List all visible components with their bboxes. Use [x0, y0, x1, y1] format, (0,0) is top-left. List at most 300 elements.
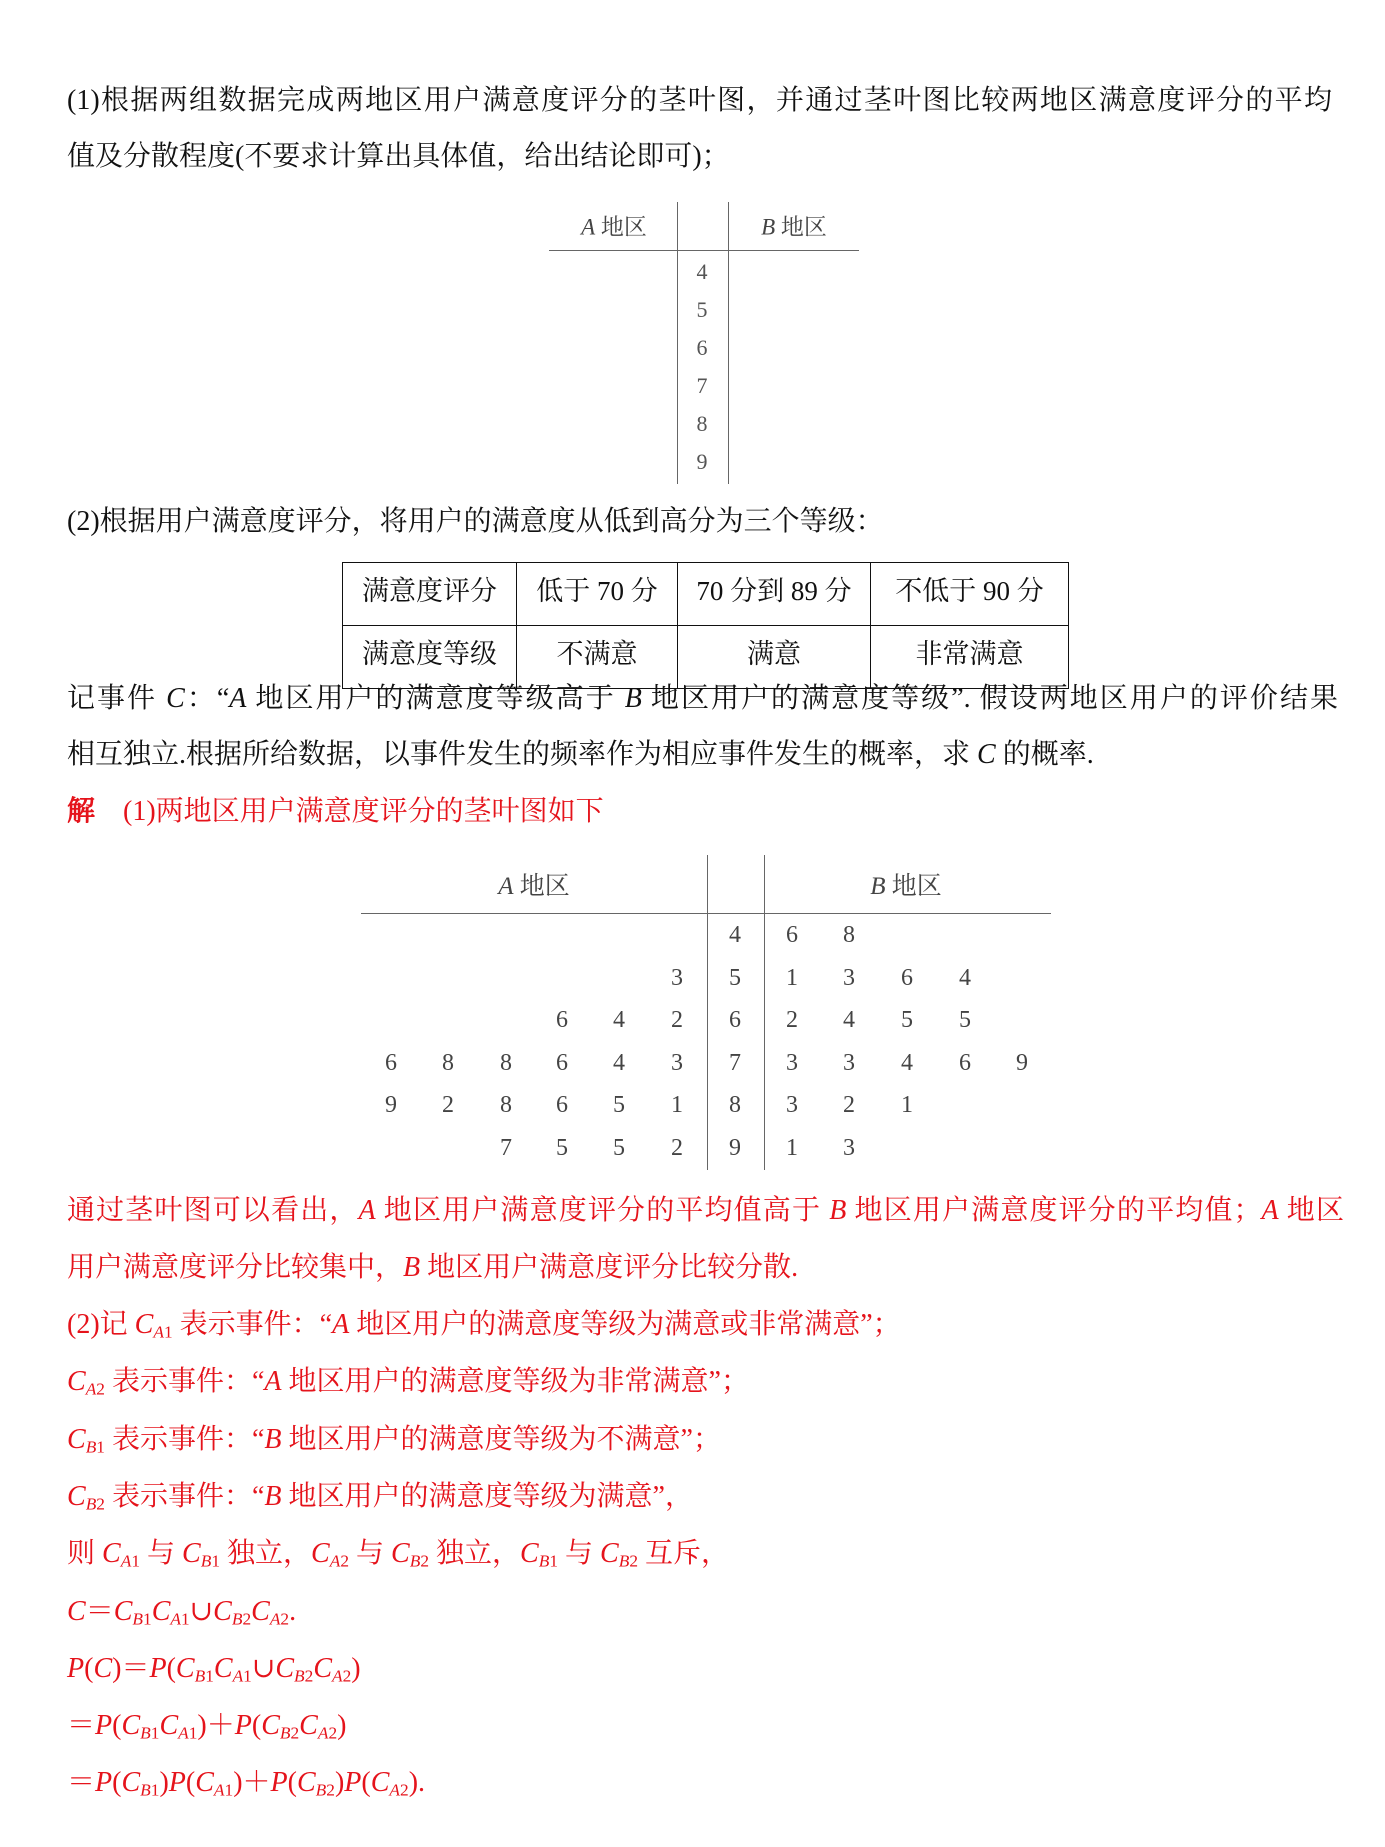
text-run: )＝ — [112, 1652, 150, 1684]
stem-value: 6 — [729, 1007, 741, 1034]
math-term — [95, 1710, 112, 1741]
math-variable: B — [624, 683, 642, 714]
subscript-letter: A — [232, 1666, 244, 1686]
subscript-digit: 2 — [342, 1666, 352, 1686]
text-run: 地区用户的满意度等级为满意”， — [281, 1480, 693, 1512]
leaf-b-value: 1 — [901, 1092, 913, 1119]
math-term — [1262, 1195, 1279, 1226]
text-run: ∪ — [189, 1595, 214, 1627]
header-a-region — [581, 209, 647, 242]
text-run: ) — [337, 1710, 347, 1742]
text-run: ( — [84, 1652, 94, 1684]
text-run: 独立， — [429, 1538, 521, 1570]
math-variable: C — [313, 1652, 332, 1684]
math-term — [520, 1538, 558, 1569]
math-term — [102, 1538, 140, 1569]
math-subscript — [195, 1666, 214, 1685]
stem-value: 9 — [729, 1135, 741, 1161]
text-run: 互斥， — [638, 1538, 730, 1570]
question-part1-line-1 — [67, 84, 1332, 118]
stem-divider-right — [728, 202, 729, 484]
subscript-digit: 1 — [243, 1666, 252, 1686]
leaf-b-value: 3 — [786, 1092, 798, 1119]
math-variable: C — [261, 1710, 280, 1742]
math-variable: B — [264, 1480, 282, 1512]
math-subscript — [294, 1666, 313, 1685]
subscript-digit: 2 — [242, 1608, 252, 1628]
text-run: (2)根据用户满意度评分，将用户的满意度从低到高分为三个等级： — [67, 506, 884, 537]
math-variable: C — [67, 1595, 86, 1627]
subscript-digit: 2 — [290, 1723, 300, 1743]
subscript-letter: A — [329, 1551, 341, 1571]
math-variable: P — [149, 1652, 167, 1684]
math-term — [121, 1767, 159, 1798]
subscript-digit: 1 — [188, 1723, 198, 1743]
math-term — [313, 1653, 351, 1684]
math-term — [93, 1653, 112, 1684]
leaf-b-value: 2 — [843, 1092, 855, 1119]
math-term — [600, 1538, 638, 1569]
math-term — [829, 1195, 846, 1226]
subscript-digit: 1 — [150, 1723, 160, 1743]
math-variable: P — [95, 1710, 113, 1742]
stem-value: 8 — [729, 1092, 741, 1119]
solution-part2-line — [67, 1423, 721, 1464]
text-run: 地区用户的满意度等级为非常满意”； — [281, 1366, 749, 1398]
leaf-b-value: 4 — [901, 1049, 913, 1076]
leaf-b-value: 9 — [1016, 1049, 1028, 1076]
text-run: 与 — [558, 1538, 601, 1570]
text-run: ( — [112, 1710, 122, 1742]
math-term — [264, 1481, 281, 1512]
leaf-b-value: 1 — [786, 1135, 798, 1161]
conclusion-line-1 — [67, 1194, 1344, 1228]
subscript-letter: A — [85, 1379, 97, 1399]
text-run: 的概率. — [995, 739, 1094, 770]
text-run: ) — [159, 1767, 169, 1799]
stem-divider-left — [677, 202, 678, 484]
subscript-digit: 2 — [96, 1494, 105, 1514]
math-term — [332, 1309, 349, 1340]
math-term — [229, 683, 246, 714]
header-b-region — [870, 866, 942, 902]
math-variable: B — [403, 1252, 421, 1283]
leaf-a-value: 8 — [500, 1049, 512, 1076]
text-run: 记事件 — [67, 683, 167, 714]
leaf-a-value: 2 — [442, 1092, 454, 1119]
leaf-b-value: 4 — [959, 964, 971, 991]
math-subscript — [170, 1609, 189, 1628]
table-cell: 低于 70 分 — [517, 563, 678, 626]
text-run: )＋ — [233, 1767, 271, 1799]
subscript-letter: B — [140, 1780, 151, 1800]
math-term — [344, 1767, 361, 1798]
text-run: ＝ — [67, 1767, 96, 1799]
solution-part2-line — [67, 1308, 901, 1349]
math-variable: C — [102, 1538, 121, 1570]
subscript-digit: 2 — [304, 1666, 314, 1686]
leaf-a-value: 4 — [613, 1049, 625, 1076]
leaf-b-value: 3 — [843, 1049, 855, 1076]
math-variable: C — [182, 1538, 201, 1570]
math-term — [67, 1653, 84, 1684]
math-term — [195, 1767, 233, 1798]
text-run: ) — [351, 1652, 361, 1684]
leaf-b-value: 3 — [843, 964, 855, 991]
text-run: 与 — [140, 1538, 183, 1570]
table-cell: 非常满意 — [871, 626, 1069, 689]
text-run: 地区用户的满意度等级为满意或非常满意”； — [349, 1309, 901, 1340]
math-variable: P — [67, 1652, 85, 1684]
leaf-a-value: 8 — [500, 1092, 512, 1119]
text-run: 相互独立.根据所给数据，以事件发生的频率作为相应事件发生的概率，求 — [67, 739, 978, 770]
math-term — [275, 1653, 313, 1684]
stem-divider-left — [707, 855, 708, 1170]
math-variable: B — [870, 873, 886, 900]
math-subscript — [389, 1781, 408, 1800]
math-variable: C — [121, 1710, 141, 1742]
solution-header — [67, 795, 604, 829]
header-rule — [549, 250, 859, 251]
subscript-digit: 2 — [328, 1723, 338, 1743]
solution-part2-line — [67, 1537, 729, 1578]
leaf-a-value: 9 — [385, 1092, 397, 1119]
table-cell: 70 分到 89 分 — [678, 563, 871, 626]
text-run: 地区用户的满意度等级”. 假设两地区用户的评价结果 — [641, 683, 1338, 714]
subscript-digit: 1 — [180, 1608, 190, 1628]
leaf-a-value: 5 — [556, 1135, 568, 1161]
math-variable: C — [275, 1652, 295, 1684]
math-variable: P — [270, 1767, 288, 1799]
math-term — [251, 1596, 289, 1627]
math-term — [159, 1710, 197, 1741]
math-subscript — [233, 1666, 252, 1685]
math-subscript — [121, 1552, 140, 1571]
stem-value: 5 — [729, 964, 741, 991]
math-term — [67, 1596, 86, 1627]
math-variable: P — [344, 1767, 362, 1799]
subscript-digit: 2 — [280, 1608, 290, 1628]
subscript-letter: A — [269, 1608, 281, 1628]
math-variable: C — [299, 1710, 318, 1742]
leaf-b-value: 5 — [901, 1007, 913, 1034]
leaf-a-value: 2 — [671, 1135, 683, 1161]
math-subscript — [140, 1781, 159, 1800]
math-variable: C — [296, 1767, 316, 1799]
text-run: 地区 — [513, 873, 570, 900]
subscript-digit: 2 — [420, 1551, 429, 1571]
table-cell: 满意 — [678, 626, 871, 689]
subscript-digit: 1 — [96, 1436, 105, 1456]
math-subscript — [410, 1552, 429, 1571]
subscript-letter: B — [231, 1608, 243, 1628]
text-run: )＋ — [197, 1710, 235, 1742]
math-variable: C — [93, 1652, 113, 1684]
text-run: 通过茎叶图可以看出， — [67, 1195, 359, 1226]
text-run: ∪ — [251, 1652, 276, 1684]
subscript-letter: A — [332, 1666, 343, 1686]
leaf-a-value: 5 — [613, 1135, 625, 1161]
subscript-letter: B — [409, 1551, 421, 1571]
text-run: ＝ — [85, 1595, 114, 1627]
math-variable: A — [332, 1309, 350, 1340]
leaf-a-value: 3 — [671, 1049, 683, 1076]
leaf-a-value: 6 — [556, 1092, 568, 1119]
leaf-b-value: 3 — [843, 1135, 855, 1161]
event-definition-line-1 — [67, 682, 1338, 716]
text-run: ) — [334, 1767, 345, 1799]
question-part2-line — [67, 505, 884, 539]
math-term — [371, 1767, 409, 1798]
math-variable: A — [264, 1366, 282, 1398]
stem-value: 9 — [696, 449, 708, 474]
math-term — [121, 1710, 159, 1741]
math-variable: P — [95, 1767, 113, 1799]
math-term — [359, 1195, 376, 1226]
math-subscript — [214, 1781, 233, 1800]
math-term — [264, 1366, 281, 1397]
math-subscript — [270, 1609, 289, 1628]
subscript-digit: 1 — [549, 1551, 558, 1571]
text-run: ( — [361, 1767, 371, 1799]
math-term — [213, 1596, 251, 1627]
stem-value: 4 — [696, 259, 708, 284]
subscript-digit: 1 — [224, 1780, 234, 1800]
text-run: 值及分散程度(不要求计算出具体值，给出结论即可)； — [67, 141, 730, 172]
math-variable: C — [151, 1595, 171, 1627]
text-run: . — [289, 1595, 297, 1627]
math-variable: B — [264, 1423, 282, 1455]
math-subscript — [539, 1552, 558, 1571]
math-variable: C — [113, 1595, 133, 1627]
subscript-letter: A — [178, 1723, 189, 1743]
math-variable: A — [498, 873, 514, 900]
stem-value: 4 — [729, 922, 741, 948]
subscript-letter: A — [120, 1551, 132, 1571]
math-variable: C — [520, 1538, 539, 1570]
leaf-a-value: 2 — [671, 1007, 683, 1034]
math-variable: P — [234, 1710, 252, 1742]
math-subscript — [140, 1723, 159, 1742]
math-term — [67, 1366, 105, 1397]
math-term — [403, 1252, 420, 1283]
math-term — [67, 1481, 105, 1512]
math-variable: C — [159, 1710, 179, 1742]
leaf-a-value: 6 — [556, 1007, 568, 1034]
subscript-letter: B — [294, 1666, 305, 1686]
math-variable: C — [977, 739, 996, 770]
text-run: 表示事件：“ — [104, 1423, 265, 1455]
subscript-letter: B — [279, 1723, 291, 1743]
leaf-b-value: 2 — [786, 1007, 798, 1034]
subscript-digit: 1 — [205, 1666, 214, 1686]
leaf-a-value: 1 — [671, 1092, 683, 1119]
text-run: 地区用户的满意度等级为不满意”； — [281, 1423, 721, 1455]
text-run: ：“ — [184, 683, 230, 714]
subscript-digit: 1 — [163, 1322, 173, 1342]
solution-label: 解 — [67, 796, 96, 827]
math-subscript — [86, 1494, 105, 1513]
subscript-digit: 2 — [326, 1780, 335, 1800]
leaf-a-value: 4 — [613, 1007, 625, 1034]
math-term — [264, 1424, 281, 1455]
subscript-letter: B — [132, 1608, 143, 1628]
math-term — [214, 1653, 252, 1684]
text-run: 独立， — [220, 1538, 312, 1570]
text-run: 地区用户满意度评分的平均值； — [846, 1195, 1262, 1226]
subscript-letter: B — [200, 1551, 212, 1571]
text-run: 地区用户满意度评分比较分散. — [420, 1252, 799, 1283]
text-run: 地区用户的满意度等级高于 — [246, 683, 625, 714]
leaf-b-value: 6 — [786, 922, 798, 948]
math-term — [149, 1653, 166, 1684]
leaf-a-value: 6 — [385, 1049, 397, 1076]
event-definition-line-2 — [67, 738, 1094, 772]
text-run: ( — [251, 1710, 262, 1742]
subscript-letter: B — [538, 1551, 550, 1571]
math-variable: A — [229, 683, 247, 714]
subscript-letter: B — [85, 1436, 97, 1456]
math-subscript — [153, 1322, 172, 1341]
math-variable: C — [311, 1538, 330, 1570]
subscript-digit: 1 — [211, 1551, 220, 1571]
math-variable: C — [600, 1538, 619, 1570]
math-subscript — [280, 1723, 299, 1742]
math-variable: C — [67, 1366, 86, 1398]
math-subscript — [318, 1723, 337, 1742]
math-term — [311, 1538, 349, 1569]
text-run: 表示事件：“ — [104, 1366, 265, 1398]
text-run: 用户满意度评分比较集中， — [67, 1252, 404, 1283]
header-a-region — [498, 866, 570, 902]
stem-value: 5 — [696, 297, 708, 322]
leaf-b-value: 1 — [786, 964, 798, 991]
subscript-digit: 2 — [629, 1551, 638, 1571]
text-run: 地区 — [775, 214, 827, 240]
math-term — [182, 1538, 220, 1569]
subscript-digit: 2 — [96, 1379, 105, 1399]
math-variable: C — [166, 683, 185, 714]
math-variable: C — [370, 1767, 390, 1799]
math-term — [297, 1767, 335, 1798]
solution-part2-line — [67, 1766, 425, 1807]
math-subscript — [619, 1552, 638, 1571]
math-term — [67, 1424, 105, 1455]
leaf-a-value: 6 — [556, 1049, 568, 1076]
text-run: ). — [408, 1767, 426, 1799]
subscript-digit: 2 — [340, 1551, 349, 1571]
math-variable: B — [761, 214, 776, 240]
solution-part2-line — [67, 1652, 361, 1693]
math-variable: A — [581, 214, 596, 240]
table-cell: 不满意 — [517, 626, 678, 689]
text-run: ( — [166, 1652, 176, 1684]
text-run: 地区 — [1278, 1195, 1344, 1226]
math-subscript — [316, 1781, 335, 1800]
conclusion-line-2 — [67, 1251, 798, 1285]
math-term — [299, 1710, 337, 1741]
subscript-digit: 1 — [131, 1551, 140, 1571]
math-term — [625, 683, 642, 714]
text-run: ( — [112, 1767, 122, 1799]
math-term — [169, 1767, 186, 1798]
table-row — [343, 563, 1069, 626]
stem-value: 8 — [696, 411, 708, 436]
math-subscript — [332, 1666, 351, 1685]
math-variable: C — [213, 1595, 232, 1627]
text-run: 表示事件：“ — [104, 1480, 265, 1512]
math-term — [235, 1710, 252, 1741]
math-variable: P — [168, 1767, 186, 1799]
text-run: 地区 — [885, 873, 942, 900]
text-run: ( — [287, 1767, 297, 1799]
table-cell: 满意度评分 — [343, 563, 517, 626]
math-term — [95, 1767, 112, 1798]
text-run: 与 — [349, 1538, 392, 1570]
math-term — [135, 1309, 173, 1340]
math-variable: C — [121, 1767, 141, 1799]
math-subscript — [178, 1723, 197, 1742]
leaf-b-value: 6 — [901, 964, 913, 991]
stem-value: 7 — [729, 1049, 741, 1076]
header-b-region — [761, 209, 827, 242]
math-subscript — [232, 1609, 251, 1628]
leaf-a-value: 7 — [500, 1135, 512, 1161]
subscript-digit: 1 — [143, 1608, 152, 1628]
leaf-b-value: 8 — [843, 922, 855, 948]
subscript-letter: B — [618, 1551, 630, 1571]
math-variable: A — [1261, 1195, 1279, 1226]
leaf-b-value: 3 — [786, 1049, 798, 1076]
text-run: (1)根据两组数据完成两地区用户满意度评分的茎叶图，并通过茎叶图比较两地区满意度评分的平均 — [67, 85, 1332, 116]
math-variable: C — [175, 1652, 195, 1684]
math-subscript — [132, 1609, 151, 1628]
math-variable: A — [358, 1195, 376, 1226]
math-variable: C — [67, 1480, 86, 1512]
text-run: ＝ — [67, 1710, 96, 1742]
subscript-letter: B — [140, 1723, 151, 1743]
math-subscript — [86, 1437, 105, 1456]
subscript-letter: B — [194, 1666, 206, 1686]
subscript-letter: A — [389, 1780, 400, 1800]
leaf-a-value: 5 — [613, 1092, 625, 1119]
text-run: 则 — [67, 1538, 103, 1570]
solution-part2-line — [67, 1709, 346, 1750]
table-cell: 不低于 90 分 — [871, 563, 1069, 626]
math-term — [176, 1653, 214, 1684]
math-variable: B — [829, 1195, 847, 1226]
subscript-letter: A — [317, 1723, 329, 1743]
math-subscript — [86, 1380, 105, 1399]
stem-value: 7 — [696, 373, 708, 398]
math-term — [152, 1596, 190, 1627]
text-run: (2)记 — [67, 1309, 135, 1340]
leaf-b-value: 5 — [959, 1007, 971, 1034]
stem-value: 6 — [696, 335, 708, 360]
subscript-letter: A — [213, 1780, 225, 1800]
text-run: 地区 — [595, 214, 647, 240]
leaf-a-value: 3 — [671, 964, 683, 991]
grade-table — [342, 562, 1069, 689]
math-term — [391, 1538, 429, 1569]
leaf-a-value: 8 — [442, 1049, 454, 1076]
solution-part2-line — [67, 1365, 749, 1406]
question-part1-line-2 — [67, 140, 730, 174]
solution-part2-line — [67, 1480, 693, 1521]
text-run: ( — [185, 1767, 196, 1799]
math-variable: C — [134, 1309, 154, 1340]
table-row — [343, 626, 1069, 689]
